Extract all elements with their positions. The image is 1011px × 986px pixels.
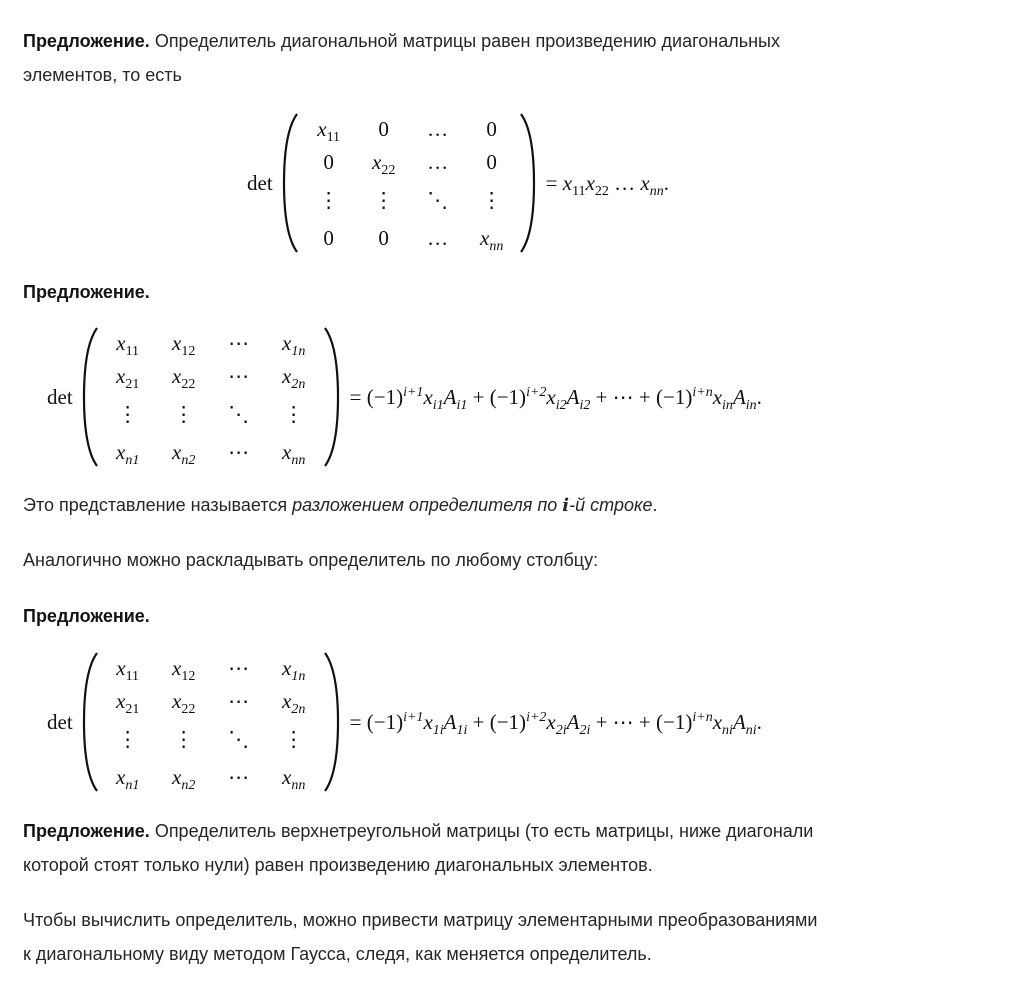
proposition-label: Предложение.: [23, 606, 150, 626]
det-operator: det: [247, 170, 273, 195]
entry: $x_{22}$: [371, 149, 396, 178]
entry: $x_{nn}$: [479, 225, 504, 254]
entry: $x_{1n}$: [281, 655, 306, 684]
entry: ⋱: [228, 726, 250, 751]
term-italic: -й строке: [569, 495, 653, 515]
entry: ⋮: [283, 726, 305, 751]
entry: ⋯: [228, 655, 250, 680]
entry: $x_{nn}$: [281, 439, 306, 468]
entry: 0: [378, 225, 389, 250]
equation-diagonal-det: [247, 112, 669, 254]
equation-rhs: = $(-1)^{i+1}x_{i1}A_{i1} + (-1)^{i+2}x_{i2}A_{i2}$ + ⋯ + $(-1)^{i+n}x_{in}A_{in}$.: [349, 384, 762, 413]
matrix: [82, 651, 340, 793]
proposition-label: Предложение.: [23, 31, 150, 51]
entry: $x_{2n}$: [281, 688, 306, 717]
entry: $x_{n2}$: [171, 764, 196, 793]
equation-rhs: = $x_{11}x_{22}$ … $x_{nn}$.: [545, 170, 669, 199]
entry: 0: [486, 149, 497, 174]
entry: …: [427, 116, 449, 141]
entry: ⋯: [228, 439, 250, 464]
proposition-text: Определитель верхнетреугольной матрицы (то есть матрицы, ниже диагонали: [149, 821, 814, 841]
entry: ⋱: [427, 187, 449, 212]
entry: ⋯: [228, 363, 250, 388]
proposition-row-expansion: [23, 275, 150, 309]
entry: $x_{11}$: [116, 655, 140, 684]
math-var: i: [562, 495, 570, 516]
entry: …: [427, 149, 449, 174]
entry: $x_{11}$: [317, 116, 341, 145]
entry: $x_{n1}$: [115, 439, 140, 468]
equation-rhs: = $(-1)^{i+1}x_{1i}A_{1i} + (-1)^{i+2}x_{2i}A_{2i}$ + ⋯ + $(-1)^{i+n}x_{ni}A_{ni}$.: [349, 709, 762, 738]
matrix-grid: [300, 112, 518, 254]
text: Аналогично можно раскладывать определитель по любому столбцу:: [23, 550, 599, 570]
left-paren: [82, 326, 100, 468]
right-paren: [322, 651, 340, 793]
entry: ⋮: [117, 726, 139, 751]
equation-column-expansion: [47, 651, 762, 793]
paragraph-gauss-method: [23, 903, 817, 971]
entry: $x_{n2}$: [171, 439, 196, 468]
text: Чтобы вычислить определитель, можно привести матрицу элементарными преобразованиями: [23, 910, 818, 930]
entry: ⋱: [228, 401, 250, 426]
matrix: [82, 326, 340, 468]
proposition-text-cont: элементов, то есть: [23, 65, 182, 85]
matrix-grid: [100, 651, 322, 793]
entry: $x_{2n}$: [281, 363, 306, 392]
entry: $x_{21}$: [115, 688, 140, 717]
entry: $x_{21}$: [115, 363, 140, 392]
det-operator: det: [47, 384, 73, 409]
paragraph-column-intro: [23, 543, 598, 577]
entry: $x_{12}$: [171, 655, 196, 684]
entry: ⋮: [173, 726, 195, 751]
proposition-text-cont: которой стоят только нули) равен произведению диагональных элементов.: [23, 855, 653, 875]
left-paren: [282, 112, 300, 254]
entry: 0: [486, 116, 497, 141]
matrix-grid: [100, 326, 322, 468]
matrix: [282, 112, 536, 254]
entry: ⋮: [117, 401, 139, 426]
entry: $x_{22}$: [171, 688, 196, 717]
right-paren: [518, 112, 536, 254]
text-cont: к диагональному виду методом Гаусса, следя, как меняется определитель.: [23, 944, 652, 964]
text: Это представление называется: [23, 495, 293, 515]
entry: ⋮: [318, 187, 340, 212]
proposition-column-expansion: [23, 599, 150, 633]
entry: $x_{1n}$: [281, 330, 306, 359]
proposition-upper-triangular: [23, 814, 813, 882]
term-italic: разложением определителя по: [292, 495, 563, 515]
entry: ⋮: [283, 401, 305, 426]
entry: …: [427, 225, 449, 250]
proposition-diagonal: [23, 24, 780, 92]
text: .: [652, 495, 658, 515]
right-paren: [322, 326, 340, 468]
proposition-label: Предложение.: [23, 821, 150, 841]
equation-row-expansion: [47, 326, 762, 468]
proposition-label: Предложение.: [23, 282, 150, 302]
entry: $x_{12}$: [171, 330, 196, 359]
entry: $x_{nn}$: [281, 764, 306, 793]
entry: $x_{22}$: [171, 363, 196, 392]
entry: 0: [323, 149, 334, 174]
entry: 0: [323, 225, 334, 250]
entry: ⋮: [173, 401, 195, 426]
paragraph-row-expansion-name: [23, 488, 658, 523]
entry: 0: [378, 116, 389, 141]
left-paren: [82, 651, 100, 793]
entry: ⋮: [481, 187, 503, 212]
det-operator: det: [47, 709, 73, 734]
proposition-text: Определитель диагональной матрицы равен произведению диагональных: [149, 31, 780, 51]
entry: $x_{n1}$: [115, 764, 140, 793]
entry: ⋮: [373, 187, 395, 212]
entry: ⋯: [228, 688, 250, 713]
entry: ⋯: [228, 764, 250, 789]
entry: ⋯: [228, 330, 250, 355]
entry: $x_{11}$: [116, 330, 140, 359]
